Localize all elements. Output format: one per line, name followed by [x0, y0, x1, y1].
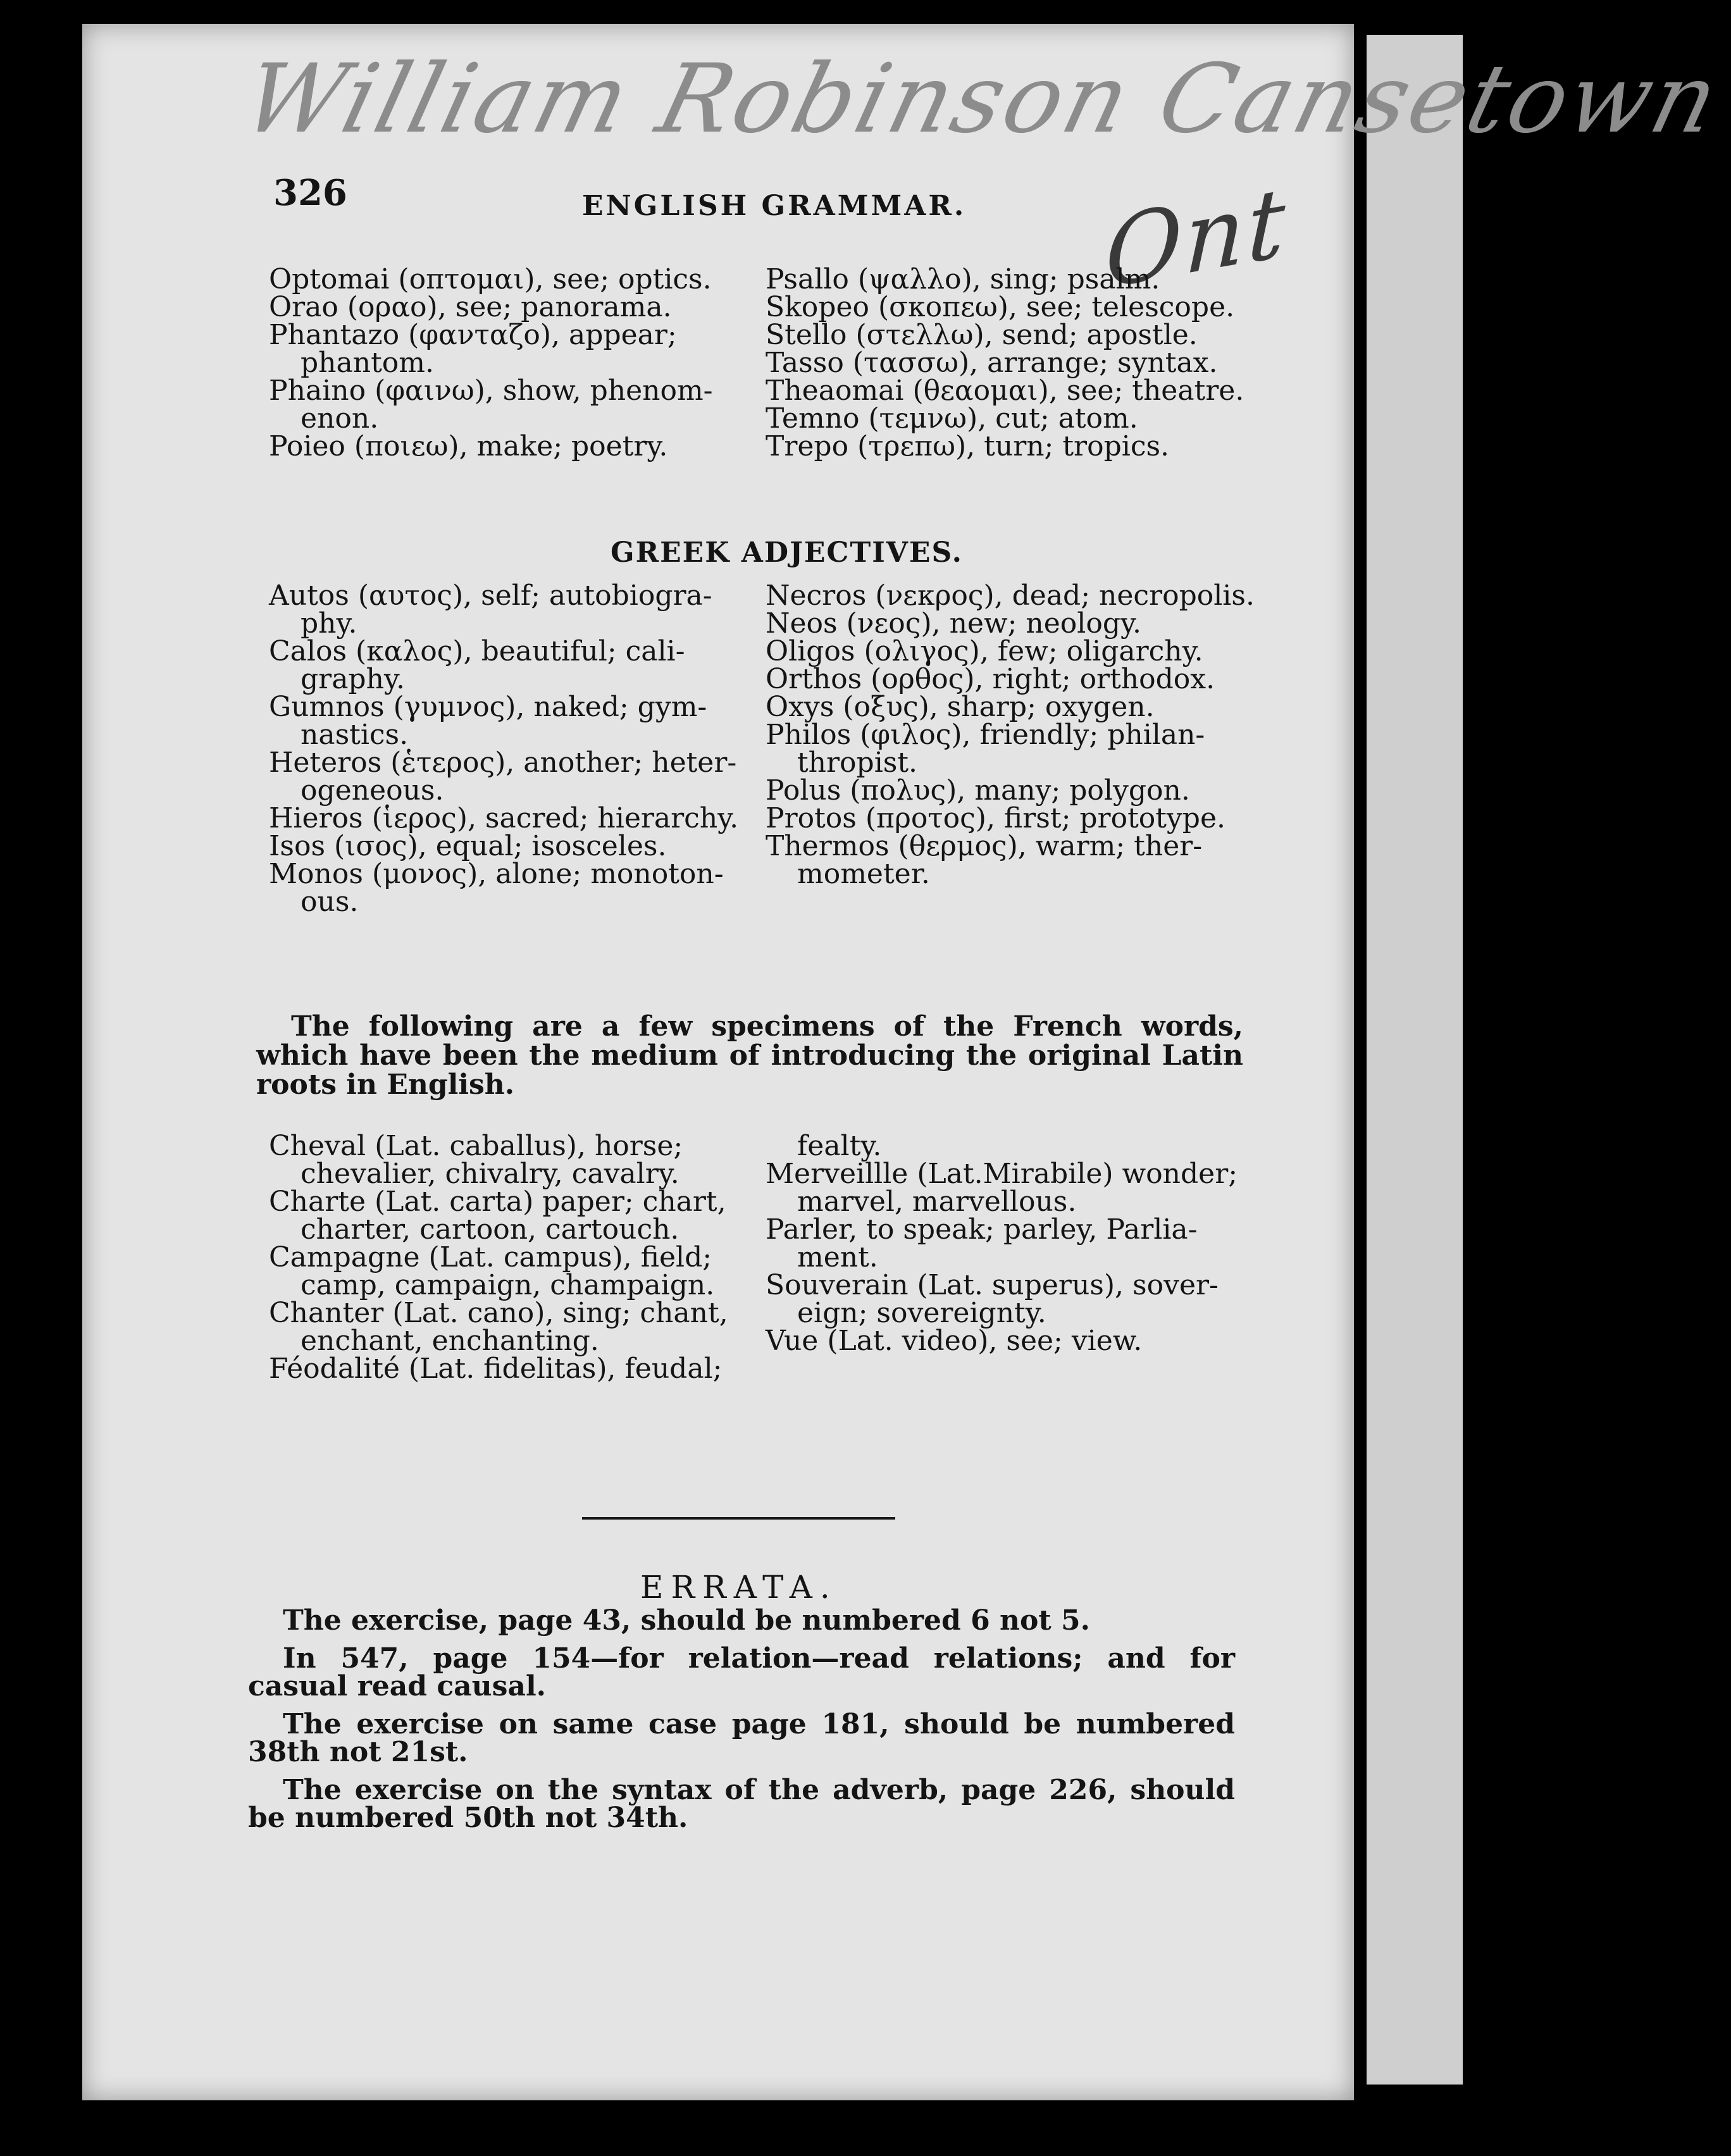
- entry-line: Parler, to speak; parley, Parlia-: [766, 1213, 1198, 1246]
- greek-adjectives-right-column: [766, 579, 1265, 890]
- entry: [766, 430, 1265, 462]
- entry: [766, 1213, 1265, 1273]
- entry: [766, 321, 1265, 349]
- entry-continuation: graphy.: [301, 663, 405, 695]
- entry: [269, 749, 762, 805]
- entry-continuation: nastics.: [301, 719, 409, 751]
- entry: [766, 663, 1265, 695]
- entry-continuation: enon.: [301, 402, 379, 435]
- entry-line: Optomai (οπτομαι), see; optics.: [269, 263, 712, 295]
- entry: [766, 349, 1265, 377]
- entry: [269, 1132, 762, 1188]
- entry-line: Souverain (Lat. superus), sover-: [766, 1269, 1219, 1301]
- errata-item: The exercise on same case page 181, should be numbered 38th not 21st.: [248, 1708, 1235, 1768]
- entry: [766, 1327, 1265, 1355]
- entry: [269, 635, 762, 695]
- entry-continuation: fealty.: [797, 1130, 882, 1162]
- entry-line: Phantazo (φανταζο), appear;: [269, 319, 677, 351]
- entry-line: Chanter (Lat. cano), sing; chant,: [269, 1297, 728, 1329]
- errata-list: [248, 1604, 1235, 1842]
- entry-continuation: ment.: [797, 1241, 878, 1273]
- entry-line: Calos (καλος), beautiful; cali-: [269, 635, 685, 667]
- entry: [766, 291, 1265, 323]
- entry-continuation: ous.: [301, 886, 359, 918]
- entry-line: Phaino (φαινω), show, phenom-: [269, 375, 713, 407]
- greek-adjectives-left-column: [269, 579, 762, 918]
- entry-line: Vue (Lat. video), see; view.: [766, 1325, 1143, 1357]
- entry-line: Autos (αυτος), self; autobiogra-: [269, 579, 712, 612]
- entry-line: Tasso (τασσω), arrange; syntax.: [766, 347, 1218, 379]
- entry: [269, 430, 762, 462]
- entry-line: Isos (ισος), equal; isosceles.: [269, 830, 667, 862]
- entry-continuation: ogeneous.: [301, 774, 444, 807]
- errata-item: The exercise, page 43, should be numbered 6 not 5.: [283, 1604, 1090, 1637]
- entry-continuation: enchant, enchanting.: [301, 1325, 599, 1357]
- entry: [766, 402, 1265, 435]
- entry: [766, 377, 1265, 405]
- entry-line: Neos (νεος), new; neology.: [766, 607, 1142, 640]
- french-intro-paragraph: The following are a few specimens of the French words, which have been the medium of introducing the original Latin roots in English.: [256, 1010, 1243, 1101]
- entry-line: Cheval (Lat. caballus), horse;: [269, 1130, 683, 1162]
- entry-continuation: marvel, marvellous.: [797, 1186, 1077, 1218]
- entry-continuation: camp, campaign, champaign.: [301, 1269, 715, 1301]
- entry-line: Orao (οραο), see; panorama.: [269, 291, 672, 323]
- entry-line: Poieo (ποιεω), make; poetry.: [269, 430, 668, 462]
- entry-line: Polus (πολυς), many; polygon.: [766, 774, 1190, 807]
- entry-line: Campagne (Lat. campus), field;: [269, 1241, 712, 1273]
- entry-line: Temno (τεμνω), cut; atom.: [766, 402, 1138, 435]
- entry-line: Philos (φιλος), friendly; philan-: [766, 719, 1205, 751]
- french-words-right-column: [766, 1132, 1265, 1355]
- entry-line: Thermos (θερμος), warm; ther-: [766, 830, 1203, 862]
- entry-line: Oxys (οξυς), sharp; oxygen.: [766, 691, 1155, 723]
- entry: [766, 1269, 1265, 1329]
- entry: [269, 1355, 762, 1383]
- entry-line: Charte (Lat. carta) paper; chart,: [269, 1186, 726, 1218]
- entry: [766, 579, 1265, 612]
- entry-line: Monos (μονος), alone; monoton-: [269, 858, 724, 890]
- entry: [269, 291, 762, 323]
- entry-continuation: phantom.: [301, 347, 434, 379]
- entry-continuation: eign; sovereignty.: [797, 1297, 1046, 1329]
- entry: [766, 1132, 1265, 1160]
- page-number: 326: [273, 172, 347, 214]
- greek-verbs-right-column: [766, 263, 1265, 462]
- greek-verbs-left-column: [269, 263, 762, 462]
- entry-line: Psallo (ψαλλο), sing; psalm.: [766, 263, 1160, 295]
- entry-continuation: thropist.: [797, 747, 918, 779]
- errata-title: ERRATA.: [640, 1569, 838, 1606]
- entry-line: Oligos (ολιγος), few; oligarchy.: [766, 635, 1203, 667]
- entry: [766, 635, 1265, 667]
- entry: [766, 830, 1265, 890]
- entry-line: Stello (στελλω), send; apostle.: [766, 319, 1198, 351]
- divider-rule: [582, 1517, 895, 1520]
- running-title: ENGLISH GRAMMAR.: [582, 190, 967, 222]
- entry-continuation: phy.: [301, 607, 357, 640]
- handwritten-signature: William Robinson Cansetown: [233, 44, 1731, 154]
- entry: [766, 607, 1265, 640]
- entry: [766, 693, 1265, 721]
- entry: [766, 802, 1265, 834]
- entry: [269, 377, 762, 433]
- entry-line: Theaomai (θεαομαι), see; theatre.: [766, 375, 1244, 407]
- facing-page-edge: [1367, 35, 1463, 2085]
- entry-continuation: mometer.: [797, 858, 930, 890]
- entry-line: Gumnos (γυμνος), naked; gym-: [269, 691, 707, 723]
- entry-line: Orthos (ορθος), right; orthodox.: [766, 663, 1215, 695]
- entry-line: Féodalité (Lat. fidelitas), feudal;: [269, 1353, 723, 1385]
- entry-line: Merveillle (Lat.Mirabile) wonder;: [766, 1158, 1238, 1190]
- entry: [269, 860, 762, 916]
- entry: [269, 802, 762, 834]
- entry-line: Heteros (ἑτερος), another; heter-: [269, 747, 737, 779]
- entry: [269, 693, 762, 749]
- entry: [269, 1241, 762, 1301]
- entry: [269, 321, 762, 377]
- errata-item: In 547, page 154—for relation—read relations; and for casual read causal.: [248, 1642, 1235, 1702]
- handwritten-signature-suffix: Ont: [1103, 166, 1289, 311]
- entry: [766, 263, 1265, 295]
- entry: [269, 579, 762, 640]
- entry-line: Skopeo (σκοπεω), see; telescope.: [766, 291, 1235, 323]
- entry: [766, 774, 1265, 807]
- entry-continuation: charter, cartoon, cartouch.: [301, 1213, 679, 1246]
- entry: [269, 1299, 762, 1355]
- errata-item: The exercise on the syntax of the adverb, page 226, should be numbered 50th not 34th.: [248, 1774, 1235, 1834]
- entry: [269, 1188, 762, 1244]
- french-words-left-column: [269, 1132, 762, 1383]
- entry-line: Hieros (ἱερος), sacred; hierarchy.: [269, 802, 739, 834]
- entry-line: Trepo (τρεπω), turn; tropics.: [766, 430, 1170, 462]
- entry-line: Necros (νεκρος), dead; necropolis.: [766, 579, 1255, 612]
- entry-line: Protos (προτος), first; prototype.: [766, 802, 1225, 834]
- entry-continuation: chevalier, chivalry, cavalry.: [301, 1158, 679, 1190]
- entry: [269, 830, 762, 862]
- entry: [269, 263, 762, 295]
- entry: [766, 1160, 1265, 1216]
- entry: [766, 721, 1265, 777]
- section-title-greek-adjectives: GREEK ADJECTIVES.: [611, 536, 963, 569]
